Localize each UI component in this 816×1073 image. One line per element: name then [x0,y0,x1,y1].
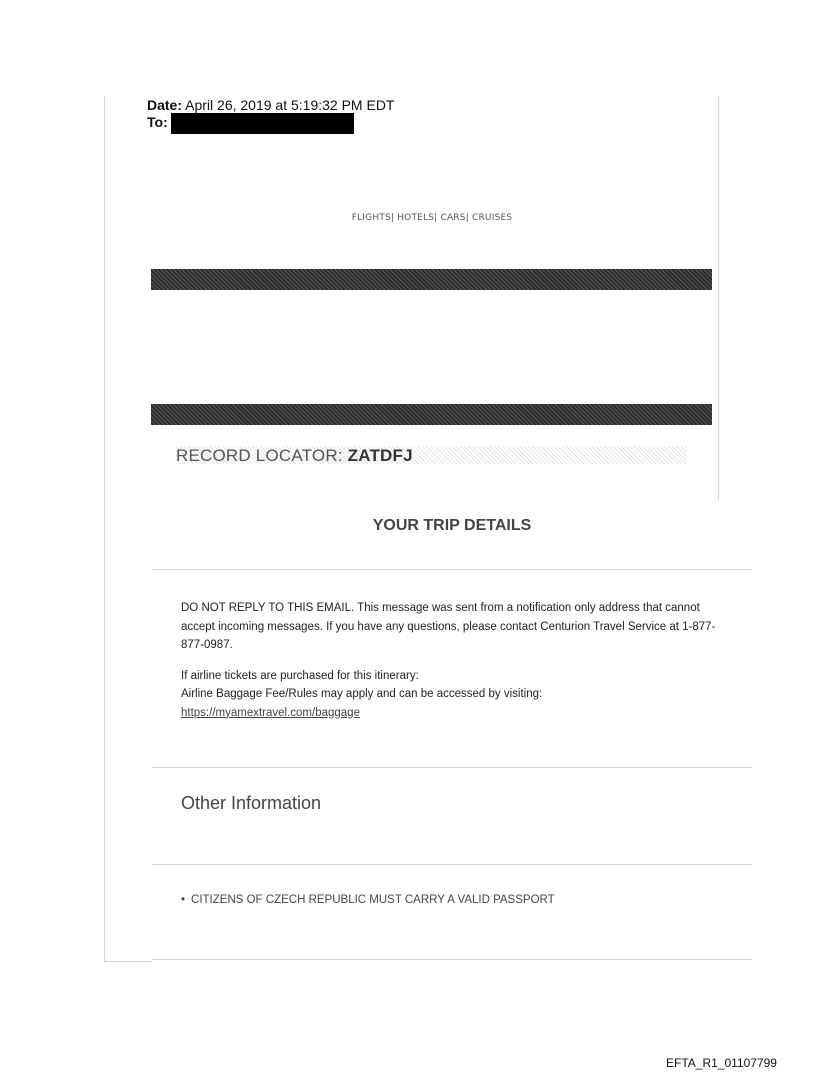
trip-details-title: YOUR TRIP DETAILS [372,517,532,534]
email-frame-left-border [104,96,105,962]
travel-nav [152,213,712,223]
nav-item-cars[interactable]: CARS [440,213,466,223]
document-id: EFTA_R1_01107799 [666,1056,777,1070]
nav-item-hotels[interactable]: HOTELS [397,213,435,223]
email-to-line [147,114,168,130]
nav-item-flights[interactable]: FLIGHTS [351,213,391,223]
email-frame-bottom-border [104,961,152,962]
divider [152,569,752,570]
record-locator-value: ZATDFJ [347,446,413,465]
to-label: To: [147,114,168,130]
redacted-banner-top [151,269,712,290]
no-reply-paragraph: DO NOT REPLY TO THIS EMAIL. This message was sent from a notification only address that cannot accept incoming messages. If you have any questions, please contact Centurion Travel Service at 1-877-877-0987. [181,602,716,651]
other-information-title: Other Information [181,793,322,813]
record-locator-label: RECORD LOCATOR: [176,446,343,465]
email-date-line [147,97,394,113]
nav-separator: | [434,213,438,223]
date-label: Date: [147,97,183,113]
redacted-banner-bottom [151,404,712,425]
redaction-block-recipient [171,113,354,134]
bullet-icon: • [181,894,186,906]
divider [152,864,752,865]
email-frame-right-border [718,96,719,500]
baggage-link[interactable]: https://myamextravel.com/baggage [181,706,360,719]
nav-separator: | [390,213,395,223]
notice-text [181,599,721,722]
record-locator [176,446,413,466]
date-value: April 26, 2019 at 5:19:32 PM EDT [185,97,395,113]
divider [152,959,752,960]
list-item-text: CITIZENS OF CZECH REPUBLIC MUST CARRY A VALID PASSPORT [191,894,555,906]
divider [152,767,752,768]
list-item [181,894,555,906]
baggage-fee-line: Airline Baggage Fee/Rules may apply and can be accessed by visiting: [181,688,543,700]
nav-item-cruises[interactable]: CRUISES [471,213,513,223]
airline-tickets-line: If airline tickets are purchased for this itinerary: [181,669,419,682]
nav-separator: | [465,213,469,223]
